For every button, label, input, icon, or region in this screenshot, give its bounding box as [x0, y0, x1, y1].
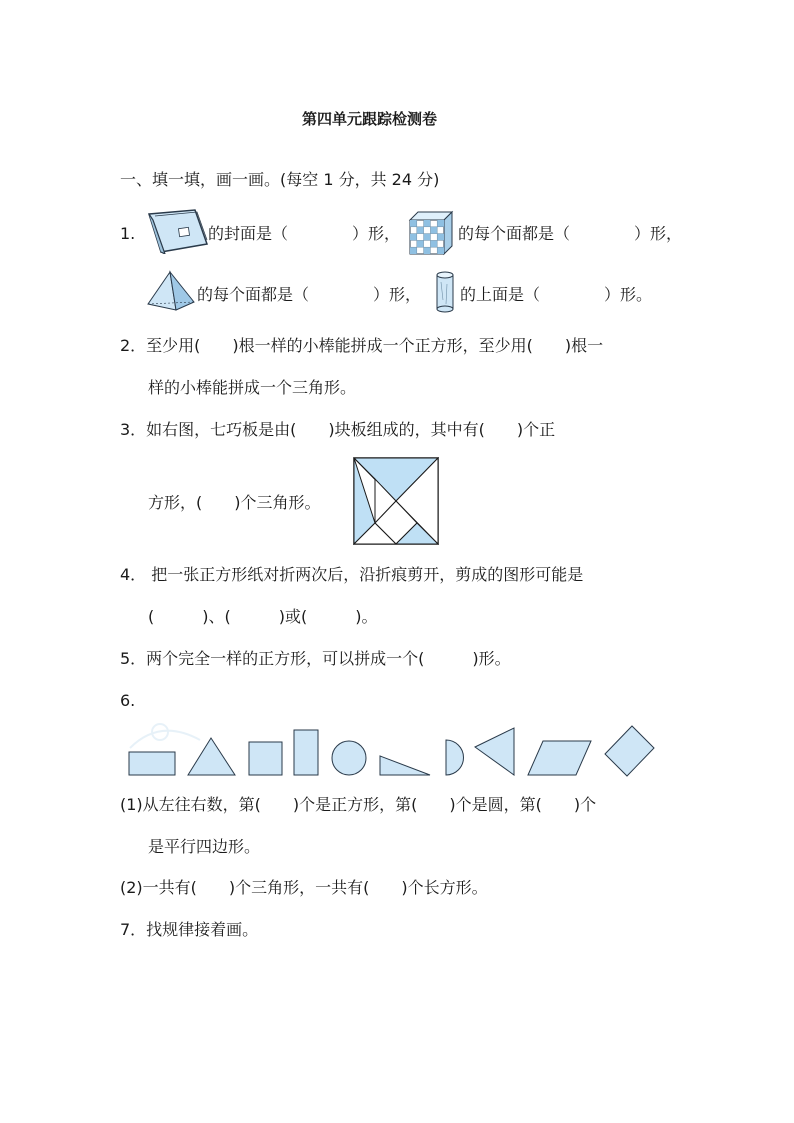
- shape-5-circle: [332, 741, 366, 775]
- page-title: 第四单元跟踪检测卷: [302, 110, 438, 128]
- shape-2-triangle: [188, 738, 235, 775]
- shape-1-rectangle: [129, 752, 175, 775]
- section-header: 一、填一填，画一画。(每空 1 分，共 24 分): [120, 170, 440, 189]
- q6-sub2: (2)一共有( )个三角形，一共有( )个长方形。: [120, 878, 488, 897]
- shape-3-square: [249, 742, 282, 775]
- shape-7-semicircle: [446, 740, 463, 775]
- cylinder-icon: [434, 270, 458, 316]
- q1-cube-text: 的每个面都是（ ）形，: [458, 224, 683, 243]
- q1-book-text: 的封面是（ ）形，: [208, 224, 401, 243]
- cube-icon: [408, 210, 454, 256]
- shape-10-rotated-rectangle: [605, 726, 654, 776]
- shape-6-triangle: [380, 756, 430, 775]
- pyramid-icon: [146, 270, 196, 312]
- q3-line2: 方形，( )个三角形。: [148, 493, 321, 512]
- q7-line1: 7．找规律接着画。: [120, 920, 259, 939]
- q3-line1: 3．如右图，七巧板是由( )块板组成的，其中有( )个正: [120, 420, 556, 439]
- q2-line1: 2．至少用( )根一样的小棒能拼成一个正方形，至少用( )根一: [120, 336, 604, 355]
- q5-line1: 5．两个完全一样的正方形，可以拼成一个( )形。: [120, 649, 511, 668]
- shape-9-parallelogram: [528, 741, 591, 775]
- q2-line2: 样的小棒能拼成一个三角形。: [148, 378, 357, 397]
- q6-sub1-line2: 是平行四边形。: [148, 837, 261, 856]
- book-icon: [145, 206, 209, 254]
- q6-number: 6.: [120, 691, 136, 710]
- shapes-row: [120, 718, 665, 780]
- q4-line1: 4． 把一张正方形纸对折两次后，沿折痕剪开，剪成的图形可能是: [120, 565, 584, 584]
- q4-line2: ( )、( )或( )。: [148, 607, 378, 626]
- q1-pyramid-text: 的每个面都是（ ）形，: [197, 285, 422, 304]
- tangram-figure: [353, 457, 439, 545]
- q1-cylinder-text: 的上面是（ ）形。: [460, 285, 653, 304]
- q1-number: 1.: [120, 224, 136, 243]
- q6-sub1-line1: (1)从左往右数，第( )个是正方形，第( )个是圆，第( )个: [120, 795, 597, 814]
- shape-4-rectangle: [294, 730, 318, 775]
- shape-8-triangle: [475, 728, 514, 775]
